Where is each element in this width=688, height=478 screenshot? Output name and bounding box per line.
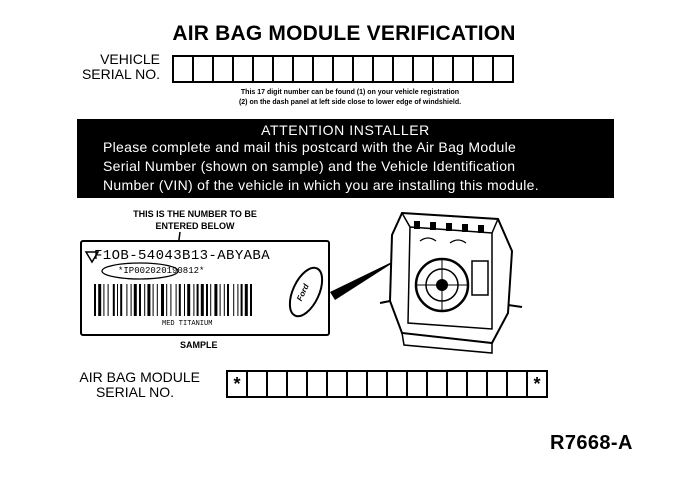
airbag-serial-label-line1: AIR BAG MODULE (79, 369, 200, 385)
attention-line2: Serial Number (shown on sample) and the Vehicle Identification (103, 158, 516, 174)
attention-line3: Number (VIN) of the vehicle in which you are installing this module. (103, 177, 539, 193)
airbag-serial-digit-box[interactable] (268, 372, 288, 396)
airbag-serial-digit-box[interactable] (348, 372, 368, 396)
airbag-serial-digit-box[interactable] (328, 372, 348, 396)
airbag-serial-digit-box[interactable]: * (228, 372, 248, 396)
figure-reference: R7668-A (550, 432, 633, 454)
vehicle-serial-label-line1: VEHICLE (100, 51, 160, 67)
barcode-icon (94, 284, 252, 316)
sample-caption-line2: ENTERED BELOW (155, 221, 235, 231)
part-number-text: F1OB-54043B13-ABYABA (94, 248, 271, 264)
sample-label: SAMPLE (180, 340, 218, 350)
ford-logo-text: Ford (295, 282, 311, 303)
airbag-serial-digit-box[interactable]: * (533, 373, 541, 394)
vehicle-serial-label-line2: SERIAL NO. (81, 66, 160, 82)
attention-line1: Please complete and mail this postcard with the Air Bag Module (103, 139, 517, 155)
airbag-serial-digit-box[interactable] (408, 372, 428, 396)
airbag-serial-digit-box[interactable] (488, 372, 508, 396)
airbag-serial-digit-box[interactable] (468, 372, 488, 396)
airbag-serial-label (60, 370, 200, 400)
sample-label-card (80, 240, 330, 336)
serial-code-text: *IP002020190812* (118, 266, 205, 276)
vin-note-line1: This 17 digit number can be found (1) on your vehicle registration (240, 89, 460, 96)
sample-caption-line1: THIS IS THE NUMBER TO BE (133, 209, 257, 219)
airbag-serial-digit-box[interactable] (288, 372, 308, 396)
airbag-serial-boxes[interactable] (226, 370, 548, 398)
material-text: MED TITANIUM (162, 320, 213, 328)
airbag-serial-digit-box[interactable] (448, 372, 468, 396)
airbag-serial-digit-box[interactable] (248, 372, 268, 396)
airbag-serial-digit-box[interactable] (368, 372, 388, 396)
airbag-serial-digit-box[interactable] (428, 372, 448, 396)
page-title: AIR BAG MODULE VERIFICATION (172, 22, 516, 45)
airbag-serial-digit-box[interactable] (308, 372, 328, 396)
vin-note-line2: (2) on the dash panel at left side close to lower edge of windshield. (238, 99, 462, 106)
airbag-serial-digit-box[interactable] (388, 372, 408, 396)
airbag-serial-digit-box[interactable] (508, 372, 528, 396)
attention-heading: ATTENTION INSTALLER (261, 122, 430, 138)
airbag-module-illustration (380, 205, 530, 355)
airbag-serial-label-line2: SERIAL NO. (95, 384, 174, 400)
